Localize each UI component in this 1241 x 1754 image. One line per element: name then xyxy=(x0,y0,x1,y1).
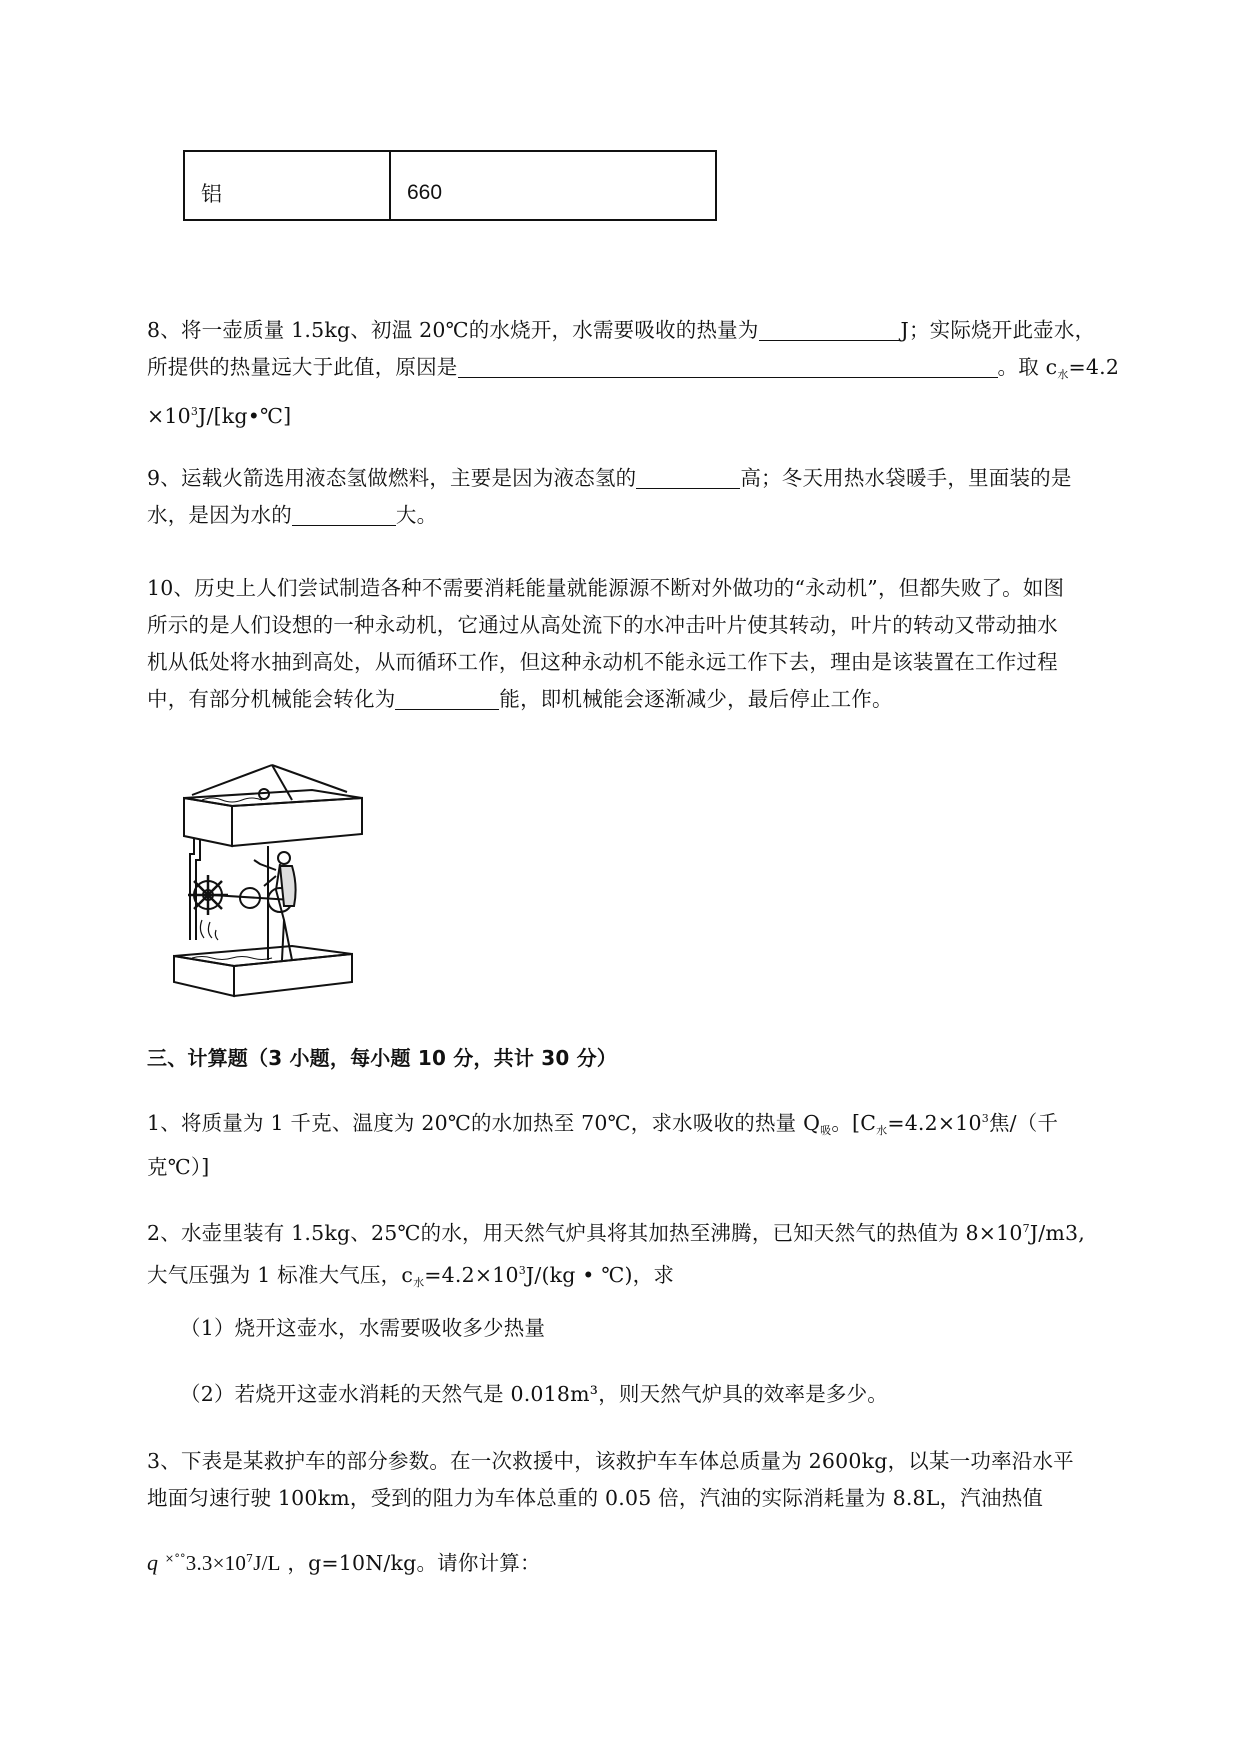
calc-question-2: 2、水壶里装有 1.5kg、25℃的水，用天然气炉具将其加热至沸腾，已知天然气的热值为 $8\times 10^7J/m3$, 大气压强为 1 标准大气压，$c_水=4.2\times 10^3J/(kg$ • ℃)，求 xyxy=(147,1221,1085,1289)
material-table xyxy=(183,150,717,221)
perpetual-motion-machine-illustration xyxy=(172,760,372,1000)
calc-question-2-part-1: （1）烧开这壶水，水需要吸收多少热量 xyxy=(180,1316,546,1340)
answer-blank[interactable] xyxy=(636,464,740,489)
calc-question-3: 3、下表是某救护车的部分参数。在一次救援中，该救护车车体总质量为 2600kg，以某一功率沿水平 地面匀速行驶 100km，受到的阻力为车体总重的 0.05 倍，汽油的实际消耗量为 8.8L，汽油热值 xyxy=(147,1449,1074,1510)
question-9: 9、运载火箭选用液态氢做燃料，主要是因为液态氢的 高；冬天用热水袋暖手，里面装的是 水，是因为水的 大。 xyxy=(147,466,1072,527)
question-10: 10、历史上人们尝试制造各种不需要消耗能量就能源源不断对外做功的“永动机”，但都失败了。如图 所示的是人们设想的一种永动机，它通过从高处流下的水冲击叶片使其转动，叶片的转动又带动抽水 机从低处将水抽到高处，从而循环工作，但这种永动机不能永远工作下去，理由是该装置在工作过程 中，有部分机械能会转化为 能，即机械能会逐渐减少，最后停止工作。 xyxy=(147,576,1065,711)
calc-question-2-part-2: （2）若烧开这壶水消耗的天然气是 0.018m³，则天然气炉具的效率是多少。 xyxy=(180,1382,889,1406)
material-cell: 铝 xyxy=(184,151,390,220)
section-heading: 三、计算题（3 小题，每小题 10 分，共计 30 分） xyxy=(147,1046,617,1070)
value-cell: 660 xyxy=(390,151,716,220)
table-row xyxy=(184,151,716,220)
answer-blank[interactable] xyxy=(292,501,396,526)
calc-question-3-formula-line: q $^{\times^\circ^\circ}3.3\times 10^7J/L$ ，g=10N/kg。请你计算： xyxy=(147,1550,541,1575)
answer-blank[interactable] xyxy=(458,353,998,378)
answer-blank[interactable] xyxy=(759,316,901,341)
calc-question-1: 1、将质量为 1 千克、温度为 20℃的水加热至 70℃，求水吸收的热量 $Q_吸$。[$C_水=4.2\times 10^3$焦/（千 克℃）] xyxy=(147,1111,1059,1179)
answer-blank[interactable] xyxy=(395,685,499,710)
question-8: 8、将一壶质量 1.5kg、初温 20℃的水烧开，水需要吸收的热量为 J；实际烧开此壶水， 所提供的热量远大于此值，原因是 。取 $c_水=4.2$ $\times 10^3J/[kg•℃]$ xyxy=(147,318,1120,428)
